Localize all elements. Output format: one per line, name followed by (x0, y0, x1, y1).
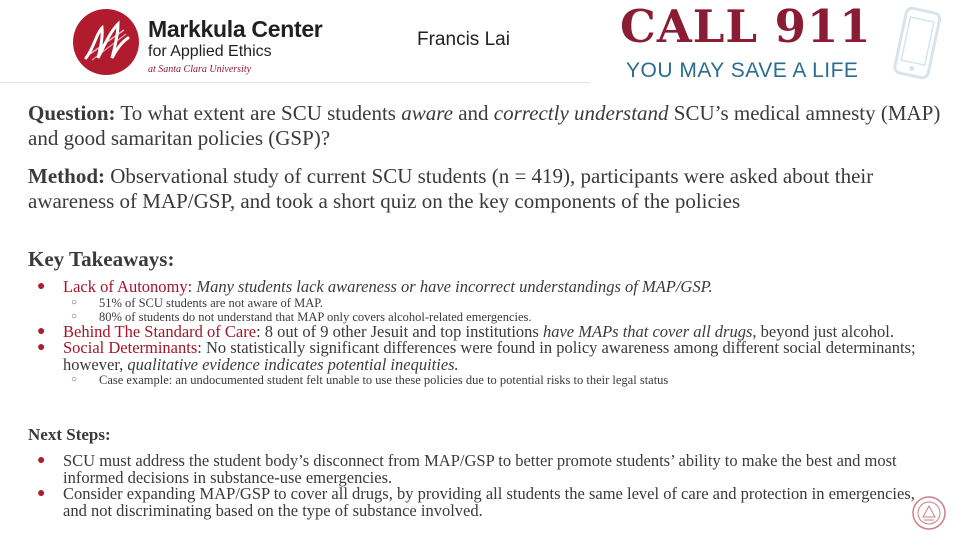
question-text: and (452, 101, 494, 125)
next-step-text: SCU must address the student body’s disconnect from MAP/GSP to better promote students’ ability to make the best and most informed decisions in substance-use emergencies. (63, 451, 897, 487)
call-911-title: CALL 911 (620, 0, 872, 53)
list-item (37, 279, 932, 324)
header-divider (0, 82, 590, 83)
list-item (37, 340, 932, 387)
takeaway-emphasis: have MAPs that cover all drugs (542, 321, 753, 341)
question-paragraph (28, 101, 943, 151)
university-seal-icon (912, 496, 946, 530)
question-emphasis-understand: correctly understand (493, 101, 669, 125)
list-item (37, 486, 932, 519)
call-911-subtitle: YOU MAY SAVE A LIFE (626, 59, 859, 82)
takeaway-title: Behind The Standard of Care (63, 321, 257, 341)
question-text: SCU’s medical amnesty (MAP) and good samaritan policies (GSP)? (28, 101, 941, 150)
markkula-logo-icon (72, 8, 140, 76)
sub-list-item (63, 296, 932, 310)
bullet-icon: ● (37, 323, 46, 339)
question-text: To what extent are SCU students (115, 101, 402, 125)
logo-subtitle: for Applied Ethics (148, 43, 272, 60)
bullet-icon: ● (37, 340, 46, 355)
key-takeaways-heading: Key Takeaways: (28, 247, 175, 271)
takeaway-text: : No statistically significant differences were found in policy awareness among different social determinants; however, (63, 338, 916, 374)
author-name: Francis Lai (417, 29, 510, 50)
phone-icon (886, 4, 948, 84)
sub-item-text: Case example: an undocumented student felt unable to use these policies due to potential risks to their legal status (99, 373, 669, 387)
takeaway-text: : 8 out of 9 other Jesuit and top institutions (256, 321, 543, 341)
next-step-text: Consider expanding MAP/GSP to cover all drugs, by providing all students the same level of care and protection in emergencies, and not discriminating based on the type of substance involved. (63, 484, 915, 520)
method-label: Method: (28, 164, 105, 188)
takeaway-title: Social Determinants (63, 338, 198, 357)
sub-bullet-icon: ○ (71, 296, 78, 308)
question-label: Question: (28, 101, 116, 125)
sub-item-text: 80% of students do not understand that MAP only covers alcohol-related emergencies. (99, 309, 532, 324)
takeaway-emphasis: qualitative evidence indicates potential inequities. (127, 354, 459, 374)
sub-list-item (63, 373, 932, 387)
bullet-icon: ● (37, 486, 46, 501)
sub-bullet-icon: ○ (71, 310, 78, 322)
takeaway-text: Many students lack awareness or have incorrect understandings of MAP/GSP. (192, 277, 713, 296)
logo-title: Markkula Center (148, 16, 323, 42)
sub-list (63, 373, 932, 387)
question-emphasis-aware: aware (401, 101, 453, 125)
next-steps-heading: Next Steps: (28, 425, 111, 444)
takeaway-title: Lack of Autonomy: (63, 277, 193, 296)
sub-item-text: 51% of SCU students are not aware of MAP. (99, 295, 323, 310)
next-steps-list (37, 453, 932, 519)
sub-bullet-icon: ○ (71, 374, 78, 385)
method-text: Observational study of current SCU students (n = 419), participants were asked about their awareness of MAP/GSP, and took a short quiz on the key components of the policies (28, 164, 874, 213)
list-item (37, 453, 932, 486)
takeaway-text: , beyond just alcohol. (752, 321, 894, 341)
sub-list (63, 296, 932, 324)
bullet-icon: ● (37, 279, 46, 294)
logo-university: at Santa Clara University (148, 64, 252, 75)
key-takeaways-list (37, 279, 932, 387)
bullet-icon: ● (37, 453, 46, 468)
method-paragraph (28, 164, 943, 214)
